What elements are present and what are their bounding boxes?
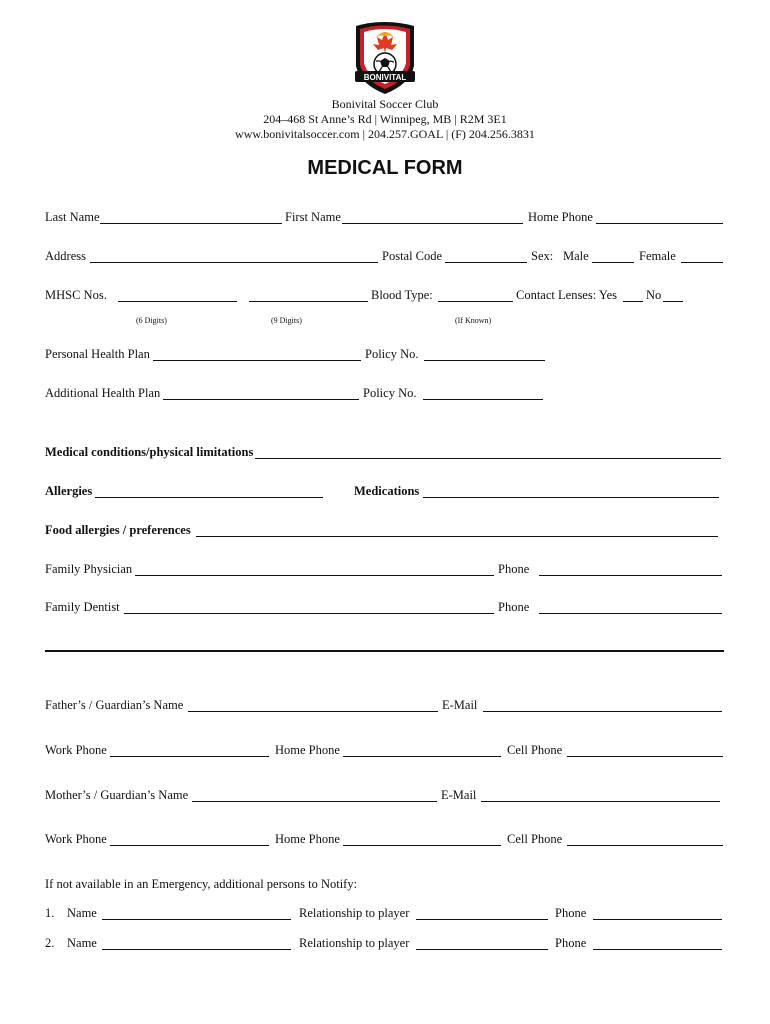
- mother-home-phone-label: Home Phone: [275, 832, 340, 846]
- row-emergency-1: [45, 906, 724, 922]
- emergency-1-name-label: Name: [67, 906, 97, 920]
- club-logo: [346, 18, 424, 96]
- row-mhsc: [45, 288, 724, 304]
- emergency-1-phone-label: Phone: [555, 906, 587, 920]
- row-names: [45, 210, 724, 226]
- row-father: [45, 698, 724, 714]
- personal-health-field[interactable]: [153, 360, 361, 361]
- mhsc-9-field[interactable]: [249, 301, 368, 302]
- club-address: 204–468 St Anne’s Rd | Winnipeg, MB | R2M 3E1: [263, 112, 507, 126]
- father-work-phone-label: Work Phone: [45, 743, 107, 757]
- form-title: MEDICAL FORM: [307, 157, 463, 179]
- row-father-phones: [45, 743, 724, 759]
- dentist-phone-label: Phone: [498, 600, 530, 614]
- medical-conditions-label: Medical conditions/physical limitations: [45, 445, 254, 459]
- lenses-no-field[interactable]: [663, 301, 683, 302]
- father-field[interactable]: [188, 711, 438, 712]
- physician-phone-field[interactable]: [539, 575, 722, 576]
- row-address: [45, 249, 724, 265]
- father-cell-phone-label: Cell Phone: [507, 743, 563, 757]
- blood-type-label: Blood Type:: [371, 288, 433, 302]
- allergies-label: Allergies: [45, 484, 93, 498]
- family-dentist-field[interactable]: [124, 613, 494, 614]
- home-phone-label: Home Phone: [528, 210, 593, 224]
- row-food-allergies: [45, 523, 724, 539]
- medications-field[interactable]: [423, 497, 719, 498]
- policy-no-label: Policy No.: [365, 347, 419, 361]
- mother-label: Mother’s / Guardian’s Name: [45, 788, 189, 802]
- first-name-field[interactable]: [342, 223, 523, 224]
- emergency-1-name-field[interactable]: [102, 919, 291, 920]
- hint-9-digits: (9 Digits): [271, 316, 302, 325]
- additional-health-field[interactable]: [163, 399, 359, 400]
- row-additional-health: [45, 386, 724, 402]
- food-allergies-field[interactable]: [196, 536, 718, 537]
- postal-code-label: Postal Code: [382, 249, 443, 263]
- emergency-2-relationship-field[interactable]: [416, 949, 548, 950]
- section-divider: [45, 650, 724, 652]
- club-contact: www.bonivitalsoccer.com | 204.257.GOAL | (F) 204.256.3831: [235, 127, 535, 141]
- club-name: Bonivital Soccer Club: [331, 97, 439, 111]
- mother-email-label: E-Mail: [441, 788, 477, 802]
- emergency-1-phone-field[interactable]: [593, 919, 722, 920]
- family-physician-label: Family Physician: [45, 562, 133, 576]
- policy-no-field[interactable]: [424, 360, 545, 361]
- policy-no-2-field[interactable]: [423, 399, 543, 400]
- hint-if-known: (If Known): [455, 316, 492, 325]
- father-cell-phone-field[interactable]: [567, 756, 723, 757]
- father-home-phone-label: Home Phone: [275, 743, 340, 757]
- row-mother: [45, 788, 724, 804]
- allergies-field[interactable]: [95, 497, 323, 498]
- emergency-2-phone-field[interactable]: [593, 949, 722, 950]
- contact-lenses-label: Contact Lenses: Yes: [516, 288, 618, 302]
- emergency-1-relationship-field[interactable]: [416, 919, 548, 920]
- emergency-1-number: 1.: [45, 906, 55, 920]
- emergency-2-name-label: Name: [67, 936, 97, 950]
- emergency-2-number: 2.: [45, 936, 55, 950]
- row-personal-health: [45, 347, 724, 363]
- address-label: Address: [45, 249, 86, 263]
- row-family-dentist: [45, 600, 724, 616]
- row-emergency-heading: [45, 877, 724, 893]
- emergency-2-relationship-label: Relationship to player: [299, 936, 410, 950]
- medications-label: Medications: [354, 484, 420, 498]
- physician-phone-label: Phone: [498, 562, 530, 576]
- mother-field[interactable]: [192, 801, 437, 802]
- mother-home-phone-field[interactable]: [343, 845, 501, 846]
- address-field[interactable]: [90, 262, 378, 263]
- sex-label: Sex:: [531, 249, 554, 263]
- mother-work-phone-label: Work Phone: [45, 832, 107, 846]
- medical-conditions-field[interactable]: [255, 458, 721, 459]
- dentist-phone-field[interactable]: [539, 613, 722, 614]
- female-field[interactable]: [681, 262, 723, 263]
- home-phone-field[interactable]: [596, 223, 723, 224]
- personal-health-label: Personal Health Plan: [45, 347, 150, 361]
- last-name-field[interactable]: [100, 223, 282, 224]
- mother-work-phone-field[interactable]: [110, 845, 269, 846]
- postal-code-field[interactable]: [445, 262, 527, 263]
- row-medical-conditions: [45, 445, 724, 461]
- mother-cell-phone-field[interactable]: [567, 845, 723, 846]
- policy-no-2-label: Policy No.: [363, 386, 417, 400]
- row-emergency-2: [45, 936, 724, 952]
- blood-type-field[interactable]: [438, 301, 513, 302]
- female-label: Female: [639, 249, 676, 263]
- father-home-phone-field[interactable]: [343, 756, 501, 757]
- mhsc-label: MHSC Nos.: [45, 288, 107, 302]
- lenses-yes-field[interactable]: [623, 301, 643, 302]
- family-dentist-label: Family Dentist: [45, 600, 120, 614]
- family-physician-field[interactable]: [135, 575, 494, 576]
- row-mother-phones: [45, 832, 724, 848]
- father-email-label: E-Mail: [442, 698, 478, 712]
- emergency-2-phone-label: Phone: [555, 936, 587, 950]
- logo-text: BONIVITAL: [363, 73, 407, 82]
- mother-cell-phone-label: Cell Phone: [507, 832, 563, 846]
- hint-6-digits: (6 Digits): [136, 316, 167, 325]
- food-allergies-label: Food allergies / preferences: [45, 523, 191, 537]
- father-label: Father’s / Guardian’s Name: [45, 698, 184, 712]
- row-family-physician: [45, 562, 724, 578]
- male-field[interactable]: [592, 262, 634, 263]
- lenses-no-label: No: [646, 288, 662, 302]
- last-name-label: Last Name: [45, 210, 100, 224]
- male-label: Male: [563, 249, 589, 263]
- mother-email-field[interactable]: [481, 801, 720, 802]
- additional-health-label: Additional Health Plan: [45, 386, 161, 400]
- emergency-label: If not available in an Emergency, additional persons to Notify:: [45, 877, 358, 891]
- first-name-label: First Name: [285, 210, 341, 224]
- row-allergies: [45, 484, 724, 500]
- father-email-field[interactable]: [483, 711, 722, 712]
- emergency-1-relationship-label: Relationship to player: [299, 906, 410, 920]
- mhsc-6-field[interactable]: [118, 301, 237, 302]
- emergency-2-name-field[interactable]: [102, 949, 291, 950]
- father-work-phone-field[interactable]: [110, 756, 269, 757]
